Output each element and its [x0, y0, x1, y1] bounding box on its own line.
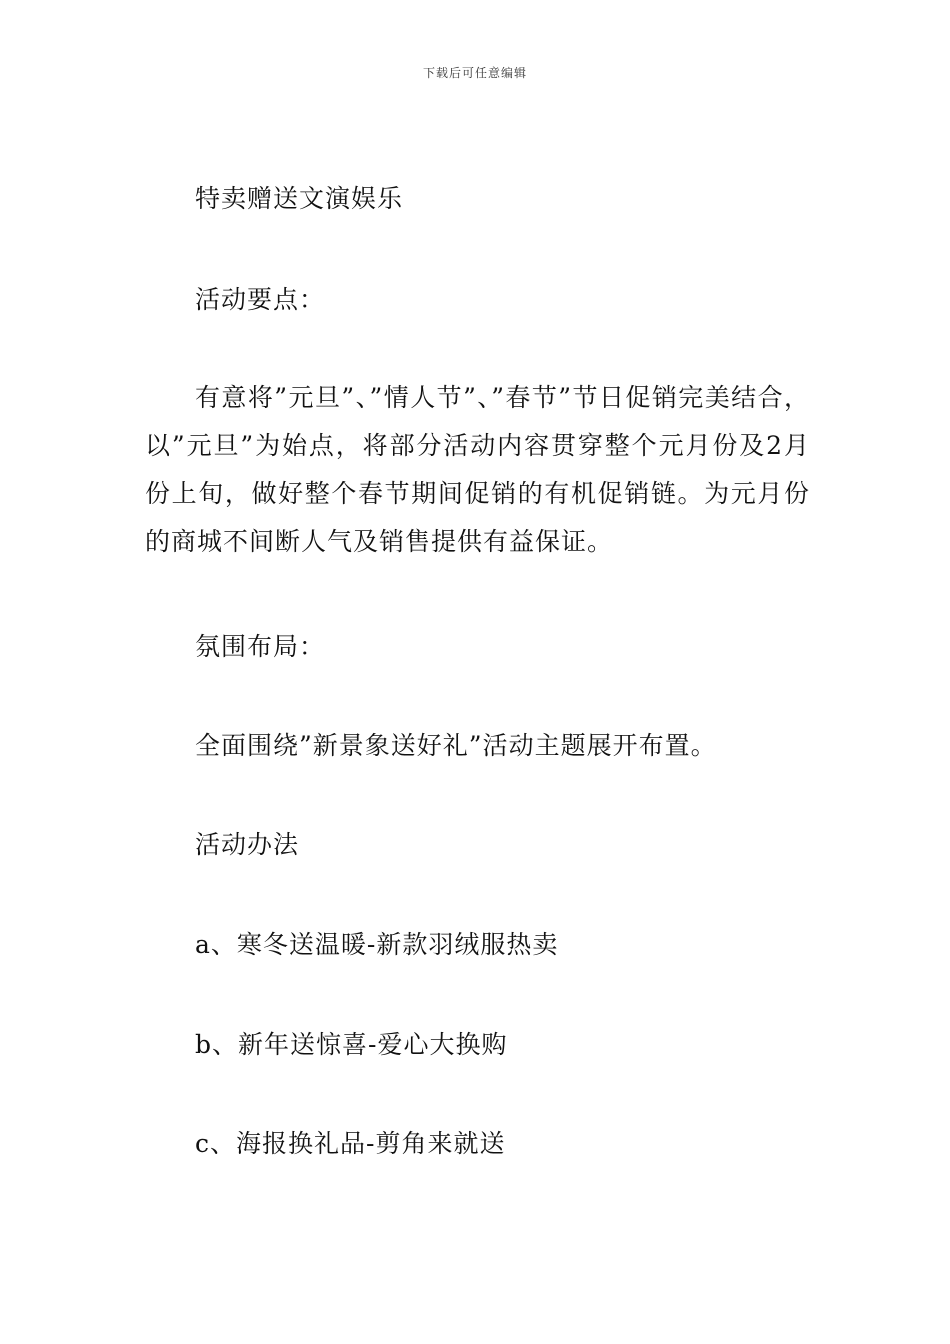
key-points-paragraph: 有意将”元旦”、”情人节”、”春节”节日促销完美结合，以”元旦”为始点，将部分活动内容贯穿整个元月份及2月份上旬，做好整个春节期间促销的有机促销链。为元月份的商城不间断人气及销售提供有益保证。 [145, 383, 810, 556]
method-item-c: c、海报换礼品-剪角来就送 [195, 1129, 506, 1158]
section-title: 特卖赠送文演娱乐 [195, 184, 404, 213]
method-item-b: b、新年送惊喜-爱心大换购 [195, 1030, 508, 1059]
key-points-heading: 活动要点： [195, 285, 326, 314]
method-item-a: a、寒冬送温暖-新款羽绒服热卖 [195, 930, 559, 959]
methods-heading: 活动办法 [195, 830, 300, 859]
atmosphere-paragraph: 全面围绕”新景象送好礼”活动主题展开布置。 [195, 731, 717, 760]
page-header: 下载后可任意编辑 [422, 66, 527, 80]
atmosphere-heading: 氛围布局： [195, 632, 326, 661]
